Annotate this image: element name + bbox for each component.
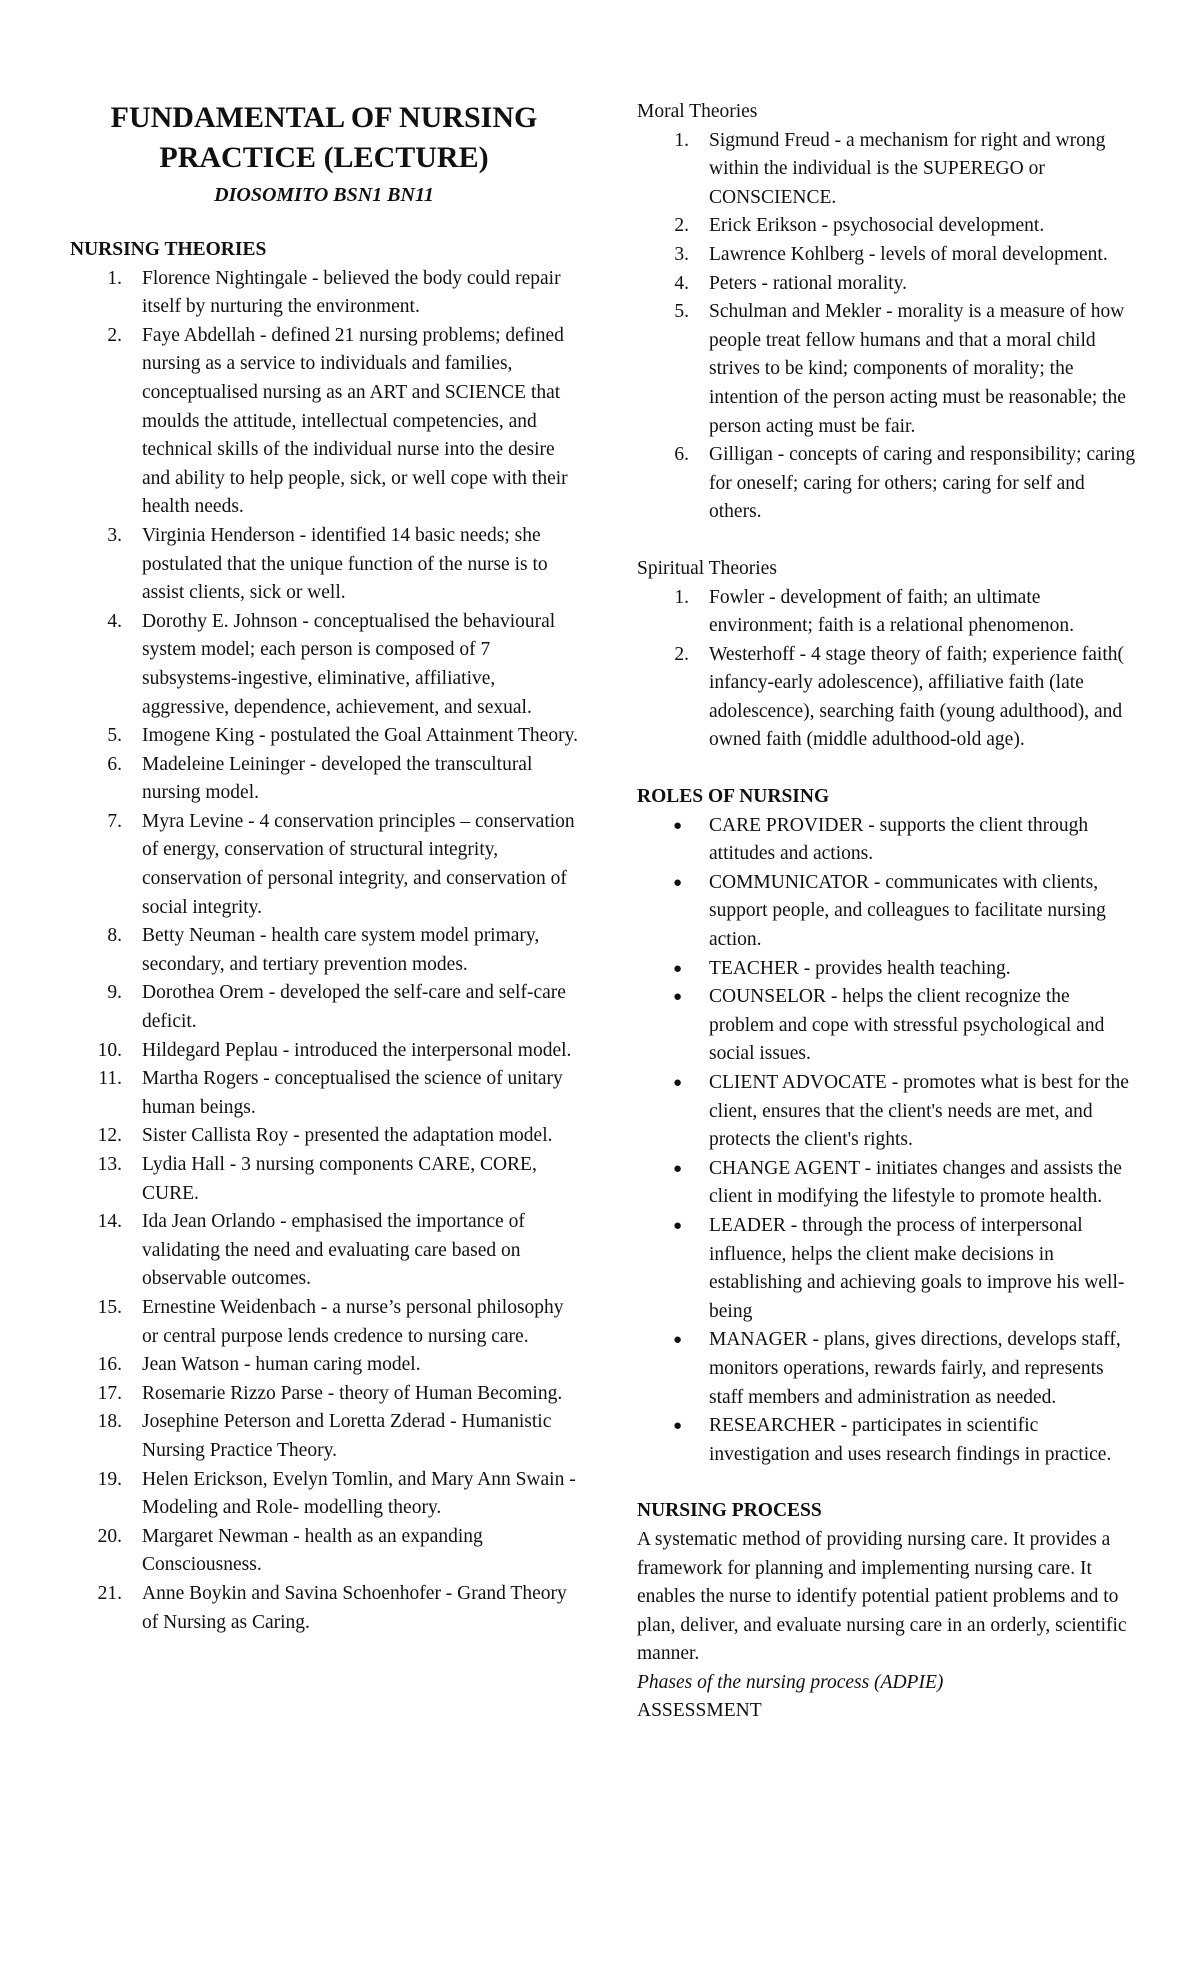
list-item — [637, 127, 1139, 213]
list-item — [70, 265, 578, 322]
list-item — [70, 1580, 578, 1637]
right-column — [637, 98, 1139, 1726]
list-text: Peters - rational morality. — [709, 272, 908, 294]
list-text: Dorothea Orem - developed the self-care and self-care deficit. — [142, 982, 566, 1033]
list-item — [637, 1155, 1139, 1212]
list-item — [637, 1326, 1139, 1412]
list-item — [70, 1294, 578, 1351]
list-number: 4. — [107, 610, 122, 632]
list-text: Faye Abdellah - defined 21 nursing problems; defined nursing as a service to individuals and families, conceptualised nursing as an ART and SCIENCE that moulds the attitude, intellectual competencies, and technical skills of the individual nurse into the desire and ability to help people, sick, or well cope with their health needs. — [142, 324, 568, 518]
list-item — [70, 1151, 578, 1208]
list-text: Sister Callista Roy - presented the adaptation model. — [142, 1125, 553, 1147]
list-item — [637, 270, 1139, 299]
bullet-icon: ● — [673, 1217, 683, 1234]
list-text: Dorothy E. Johnson - conceptualised the behavioural system model; each person is composed of 7 subsystems-ingestive, eliminative, affiliative, aggressive, dependence, achievement, and sexual. — [142, 610, 556, 718]
list-item — [70, 1466, 578, 1523]
list-text: Myra Levine - 4 conservation principles – conservation of energy, conservation of structural integrity, conservation of personal integrity, and conservation of social integrity. — [142, 810, 575, 918]
list-number: 10. — [97, 1039, 122, 1061]
list-text: Josephine Peterson and Loretta Zderad - Humanistic Nursing Practice Theory. — [142, 1411, 552, 1461]
list-item — [637, 584, 1139, 641]
list-number: 7. — [107, 810, 122, 832]
roles-of-nursing-heading: ROLES OF NURSING — [637, 786, 830, 808]
list-item — [70, 808, 578, 922]
list-text: Imogene King - postulated the Goal Attainment Theory. — [142, 725, 578, 747]
left-column — [70, 98, 578, 1637]
list-text: Anne Boykin and Savina Schoenhofer - Grand Theory of Nursing as Caring. — [142, 1582, 567, 1633]
list-item — [637, 441, 1139, 527]
list-text: Gilligan - concepts of caring and responsibility; caring for oneself; caring for others; caring for self and others. — [709, 444, 1136, 523]
list-item — [70, 1408, 578, 1465]
list-number: 14. — [97, 1211, 122, 1233]
list-item — [637, 1212, 1139, 1326]
moral-theories-heading: Moral Theories — [637, 101, 758, 122]
list-number: 2. — [674, 643, 689, 665]
list-text: Madeleine Leininger - developed the transcultural nursing model. — [142, 753, 533, 804]
list-item — [637, 212, 1139, 241]
list-item — [637, 641, 1139, 755]
list-text: CARE PROVIDER - supports the client through attitudes and actions. — [709, 814, 1089, 865]
list-item — [70, 1380, 578, 1409]
list-number: 5. — [107, 725, 122, 747]
list-text: Rosemarie Rizzo Parse - theory of Human Becoming. — [142, 1382, 563, 1404]
list-item — [637, 1412, 1139, 1469]
list-text: Helen Erickson, Evelyn Tomlin, and Mary Ann Swain - Modeling and Role- modelling theory. — [142, 1468, 576, 1519]
list-text: Virginia Henderson - identified 14 basic needs; she postulated that the unique function of the nurse is to assist clients, sick or well. — [142, 524, 548, 604]
list-item — [70, 608, 578, 722]
spiritual-theories-list — [637, 584, 1139, 756]
bullet-icon: ● — [673, 1332, 683, 1349]
bullet-icon: ● — [673, 1418, 683, 1435]
bullet-icon: ● — [673, 960, 683, 977]
list-number: 3. — [674, 243, 689, 265]
bullet-icon: ● — [673, 817, 683, 834]
list-number: 4. — [674, 272, 689, 294]
list-text: Sigmund Freud - a mechanism for right and wrong within the individual is the SUPEREGO or CONSCIENCE. — [709, 129, 1106, 208]
list-number: 1. — [674, 586, 689, 608]
document-title: FUNDAMENTAL OF NURSING PRACTICE (LECTURE) — [110, 101, 538, 174]
list-number: 2. — [674, 215, 689, 237]
list-text: RESEARCHER - participates in scientific investigation and uses research findings in practice. — [709, 1415, 1112, 1465]
list-text: Schulman and Mekler - morality is a measure of how people treat fellow humans and that a moral child strives to be kind; components of morality; the intention of the person acting must be reasonable; the person acting must be fair. — [709, 301, 1126, 437]
list-text: Ernestine Weidenbach - a nurse’s personal philosophy or central purpose lends credence to nursing care. — [142, 1296, 564, 1347]
list-item — [70, 751, 578, 808]
list-number: 20. — [97, 1525, 122, 1547]
moral-theories-list — [637, 127, 1139, 527]
list-item — [70, 1208, 578, 1294]
list-number: 9. — [107, 982, 122, 1004]
list-item — [637, 241, 1139, 270]
spiritual-theories-heading: Spiritual Theories — [637, 557, 777, 579]
list-item — [70, 1523, 578, 1580]
list-text: Betty Neuman - health care system model primary, secondary, and tertiary prevention modes. — [142, 925, 540, 975]
list-text: Westerhoff - 4 stage theory of faith; experience faith( infancy-early adolescence), affiliative faith (late adolescence), searching faith (young adulthood), and owned faith (middle adulthood-old age). — [709, 643, 1124, 751]
list-number: 8. — [107, 925, 122, 947]
list-text: COMMUNICATOR - communicates with clients, support people, and colleagues to facilitate nursing action. — [709, 871, 1106, 951]
list-item — [70, 1122, 578, 1151]
nursing-theories-heading: NURSING THEORIES — [70, 239, 267, 260]
list-text: MANAGER - plans, gives directions, develops staff, monitors operations, rewards fairly, and represents staff members and administration as needed. — [709, 1329, 1121, 1408]
list-number: 17. — [97, 1382, 122, 1404]
list-number: 15. — [97, 1296, 122, 1318]
list-number: 18. — [97, 1411, 122, 1433]
list-item — [70, 1037, 578, 1066]
list-text: COUNSELOR - helps the client recognize the problem and cope with stressful psychological and social issues. — [709, 986, 1105, 1065]
list-item — [637, 812, 1139, 869]
list-item — [70, 979, 578, 1036]
list-item — [637, 983, 1139, 1069]
list-number: 21. — [97, 1582, 122, 1604]
nursing-theories-list — [70, 265, 578, 1638]
list-item — [70, 922, 578, 979]
list-number: 6. — [107, 753, 122, 775]
bullet-icon: ● — [673, 989, 683, 1006]
list-text: Lydia Hall - 3 nursing components CARE, CORE, CURE. — [142, 1154, 537, 1204]
list-text: TEACHER - provides health teaching. — [709, 957, 1011, 979]
list-item — [70, 1065, 578, 1122]
list-number: 11. — [98, 1068, 122, 1090]
list-text: Martha Rogers - conceptualised the science of unitary human beings. — [142, 1068, 563, 1118]
list-text: LEADER - through the process of interpersonal influence, helps the client make decisions in establishing and achieving goals to improve his well-being — [709, 1214, 1125, 1322]
roles-of-nursing-list — [637, 812, 1139, 1470]
list-item — [637, 1069, 1139, 1155]
list-text: CHANGE AGENT - initiates changes and assists the client in modifying the lifestyle to promote health. — [709, 1157, 1122, 1208]
phases-label: Phases of the nursing process (ADPIE) — [637, 1671, 944, 1693]
list-number: 19. — [97, 1468, 122, 1490]
list-text: Hildegard Peplau - introduced the interpersonal model. — [142, 1039, 572, 1061]
list-number: 1. — [674, 129, 689, 151]
list-number: 13. — [97, 1154, 122, 1175]
bullet-icon: ● — [673, 1075, 683, 1091]
list-number: 3. — [107, 524, 122, 546]
list-text: Erick Erikson - psychosocial development. — [709, 215, 1045, 237]
list-number: 1. — [107, 267, 122, 289]
list-item — [70, 1351, 578, 1380]
nursing-process-paragraph: A systematic method of providing nursing care. It provides a framework for planning and implementing nursing care. It enables the nurse to identify potential patient problems and to plan, deliver, and evaluate nursing care in an orderly, scientific manner. — [637, 1528, 1127, 1665]
list-text: CLIENT ADVOCATE - promotes what is best for the client, ensures that the client's needs are met, and protects the client's rights. — [709, 1072, 1129, 1151]
list-item — [637, 869, 1139, 955]
list-text: Ida Jean Orlando - emphasised the importance of validating the need and evaluating care based on observable outcomes. — [142, 1211, 525, 1290]
list-text: Margaret Newman - health as an expanding Consciousness. — [142, 1525, 483, 1576]
list-item — [637, 955, 1139, 984]
list-number: 2. — [107, 324, 122, 346]
list-item — [637, 298, 1139, 441]
list-item — [70, 522, 578, 608]
list-number: 12. — [97, 1125, 122, 1147]
assessment-phase-label: ASSESSMENT — [637, 1700, 762, 1722]
list-number: 6. — [674, 444, 689, 466]
bullet-icon: ● — [673, 874, 683, 891]
nursing-process-heading: NURSING PROCESS — [637, 1500, 822, 1522]
list-text: Jean Watson - human caring model. — [142, 1354, 421, 1376]
list-text: Florence Nightingale - believed the body could repair itself by nurturing the environment. — [142, 267, 561, 318]
list-item — [70, 722, 578, 751]
bullet-icon: ● — [673, 1160, 683, 1177]
list-number: 5. — [674, 301, 689, 323]
list-number: 16. — [97, 1354, 122, 1376]
list-item — [70, 322, 578, 522]
document-subtitle: DIOSOMITO BSN1 BN11 — [214, 184, 434, 206]
list-text: Lawrence Kohlberg - levels of moral development. — [709, 243, 1108, 265]
list-text: Fowler - development of faith; an ultimate environment; faith is a relational phenomenon. — [709, 586, 1074, 637]
